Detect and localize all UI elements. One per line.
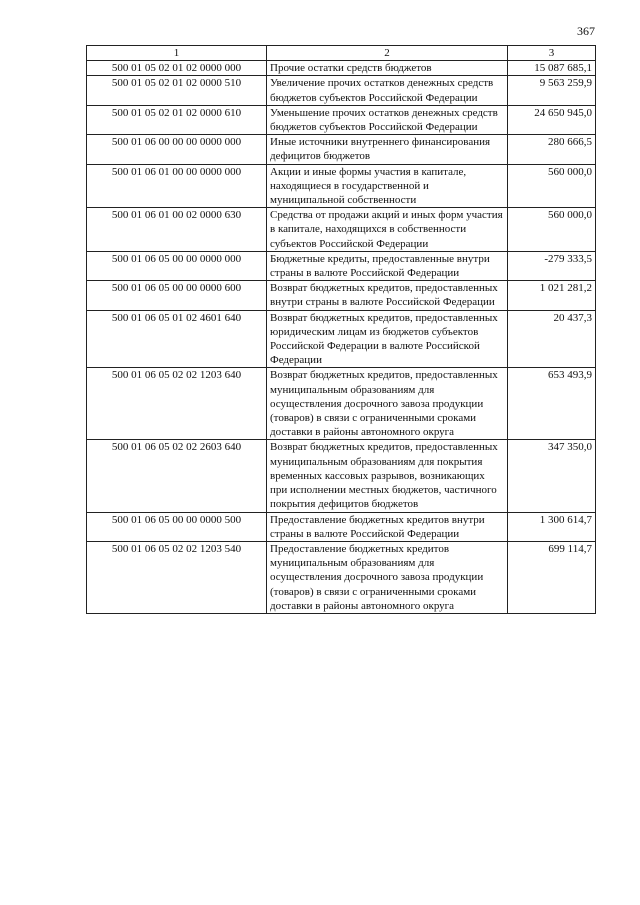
table-row [87,440,596,512]
description-cell: Бюджетные кредиты, предоставленные внутри страны в валюте Российской Федерации [267,251,508,280]
budget-code-cell: 500 01 06 05 00 00 0000 600 [87,281,267,310]
table-row [87,310,596,368]
budget-code-cell: 500 01 05 02 01 02 0000 510 [87,76,267,105]
column-header-amount: 3 [508,46,596,61]
budget-code-cell: 500 01 06 05 02 02 2603 640 [87,440,267,512]
description-cell: Иные источники внутреннего финансирования дефицитов бюджетов [267,135,508,164]
description-cell: Прочие остатки средств бюджетов [267,61,508,76]
budget-code-cell: 500 01 06 05 00 00 0000 500 [87,512,267,541]
amount-cell: 560 000,0 [508,164,596,208]
table-row [87,512,596,541]
table-row [87,76,596,105]
table-row [87,105,596,134]
page-number: 367 [577,24,595,38]
amount-cell: -279 333,5 [508,251,596,280]
amount-cell: 20 437,3 [508,310,596,368]
amount-cell: 1 021 281,2 [508,281,596,310]
budget-code-cell: 500 01 06 01 00 00 0000 000 [87,164,267,208]
description-cell: Возврат бюджетных кредитов, предоставленных юридическим лицам из бюджетов субъектов Российской Федерации в валюте Российской Федерации [267,310,508,368]
budget-code-cell: 500 01 06 05 02 02 1203 640 [87,368,267,440]
budget-code-cell: 500 01 05 02 01 02 0000 000 [87,61,267,76]
budget-sources-table [86,45,596,614]
amount-cell: 9 563 259,9 [508,76,596,105]
budget-code-cell: 500 01 05 02 01 02 0000 610 [87,105,267,134]
description-cell: Возврат бюджетных кредитов, предоставленных муниципальным образованиям для покрытия временных кассовых разрывов, возникающих при исполнении местных бюджетов, частичного покрытия дефицитов бюджетов [267,440,508,512]
amount-cell: 560 000,0 [508,208,596,252]
budget-code-cell: 500 01 06 05 02 02 1203 540 [87,541,267,613]
table-header-row [87,46,596,61]
table-row [87,164,596,208]
description-cell: Предоставление бюджетных кредитов муниципальным образованиям для осуществления досрочного завоза продукции (товаров) в связи с ограниченными сроками доставки в районы автономного округа [267,541,508,613]
amount-cell: 653 493,9 [508,368,596,440]
table-row [87,368,596,440]
table-row [87,208,596,252]
amount-cell: 699 114,7 [508,541,596,613]
column-header-code: 1 [87,46,267,61]
description-cell: Увеличение прочих остатков денежных средств бюджетов субъектов Российской Федерации [267,76,508,105]
description-cell: Средства от продажи акций и иных форм участия в капитале, находящихся в собственности субъектов Российской Федерации [267,208,508,252]
budget-code-cell: 500 01 06 01 00 02 0000 630 [87,208,267,252]
amount-cell: 280 666,5 [508,135,596,164]
budget-code-cell: 500 01 06 05 01 02 4601 640 [87,310,267,368]
amount-cell: 15 087 685,1 [508,61,596,76]
description-cell: Акции и иные формы участия в капитале, находящиеся в государственной и муниципальной собственности [267,164,508,208]
amount-cell: 24 650 945,0 [508,105,596,134]
column-header-description: 2 [267,46,508,61]
description-cell: Возврат бюджетных кредитов, предоставленных муниципальным образованиям для осуществления досрочного завоза продукции (товаров) в связи с ограниченными сроками доставки в районы автономного округа [267,368,508,440]
amount-cell: 1 300 614,7 [508,512,596,541]
budget-code-cell: 500 01 06 05 00 00 0000 000 [87,251,267,280]
description-cell: Предоставление бюджетных кредитов внутри страны в валюте Российской Федерации [267,512,508,541]
table-row [87,541,596,613]
table-row [87,251,596,280]
amount-cell: 347 350,0 [508,440,596,512]
table-body [87,61,596,614]
table-row [87,135,596,164]
description-cell: Уменьшение прочих остатков денежных средств бюджетов субъектов Российской Федерации [267,105,508,134]
table-row [87,281,596,310]
budget-code-cell: 500 01 06 00 00 00 0000 000 [87,135,267,164]
table-row [87,61,596,76]
description-cell: Возврат бюджетных кредитов, предоставленных внутри страны в валюте Российской Федерации [267,281,508,310]
